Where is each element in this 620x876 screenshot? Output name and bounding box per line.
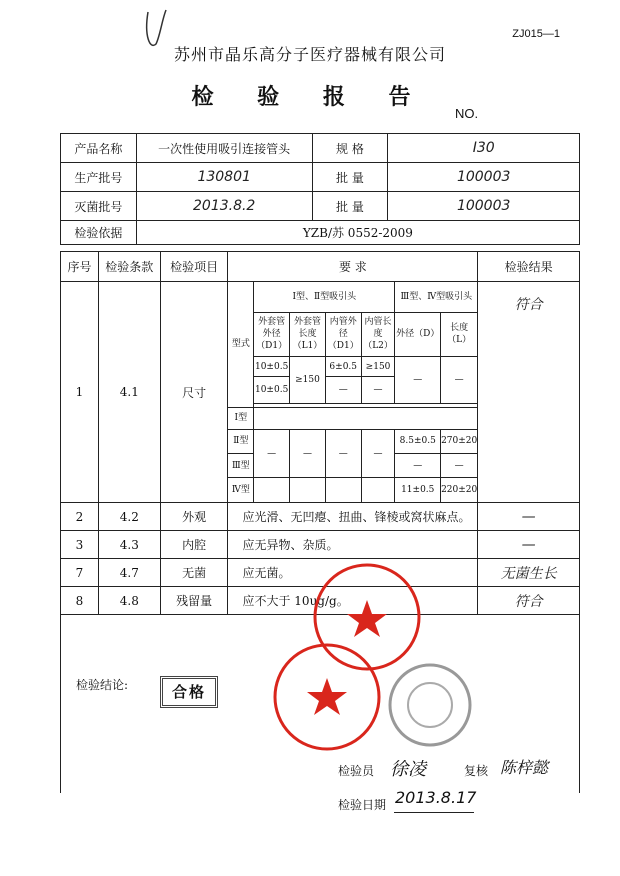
- inspector-signature: 徐凌: [390, 759, 426, 780]
- inspection-date: 2013.8.17: [395, 788, 477, 807]
- company-name: 苏州市晶乐高分子医疗器械有限公司: [173, 45, 446, 64]
- spec-label: 规 格: [312, 134, 388, 163]
- r2-d1: 10±0.5: [254, 377, 290, 403]
- t3-l-dash: —: [441, 454, 478, 478]
- inspector-label: 检验员: [338, 764, 375, 778]
- row4-result: 无菌生长: [478, 559, 580, 587]
- r1-d-dash: —: [395, 357, 441, 403]
- r2-l2-dash: —: [361, 377, 395, 403]
- row5-seq: 8: [61, 587, 99, 615]
- row3-requirement: 应无异物、杂质。: [228, 531, 478, 559]
- head-l: 长度（L）: [441, 312, 478, 356]
- row2-clause: 4.2: [98, 503, 160, 531]
- steril-batch-label: 灭菌批号: [61, 192, 137, 221]
- row4-requirement: 应无菌。: [228, 559, 478, 587]
- col-clause: 检验条款: [98, 252, 160, 282]
- r1-d1b: 6±0.5: [325, 357, 361, 377]
- group-34-label: Ⅲ型、Ⅳ型吸引头: [395, 282, 477, 312]
- conclusion-stamp: 合格: [160, 676, 218, 708]
- steril-batch-value: 2013.8.2: [136, 192, 312, 221]
- r1-l2: ≥150: [361, 357, 395, 377]
- row2-seq: 2: [61, 503, 99, 531]
- row5-result: 符合: [478, 587, 580, 615]
- row3-seq: 3: [61, 531, 99, 559]
- batch-value: 130801: [136, 163, 312, 192]
- head-l2: 内管长度（L2）: [361, 312, 395, 356]
- dimension-subtable: [228, 282, 477, 502]
- row1-item: 尺寸: [160, 282, 228, 503]
- row2-result: —: [478, 503, 580, 531]
- type-2-label: Ⅱ型: [228, 429, 253, 453]
- row3-result: —: [478, 531, 580, 559]
- qty-value: 100003: [388, 163, 580, 192]
- product-name-label: 产品名称: [61, 134, 137, 163]
- row5-requirement: 应不大于 10ug/g。: [228, 587, 478, 615]
- row2-item: 外观: [160, 503, 228, 531]
- t23-d1b-dash: —: [325, 429, 361, 477]
- date-label: 检验日期: [338, 798, 387, 812]
- r2-d1b-dash: —: [325, 377, 361, 403]
- t3-d-dash: —: [395, 454, 441, 478]
- row5-clause: 4.8: [98, 587, 160, 615]
- r1-l1: ≥150: [290, 357, 326, 403]
- r1-l-dash: —: [441, 357, 478, 403]
- report-title: 检 验 报 告: [191, 84, 429, 110]
- document-id: ZJ015—1: [512, 28, 560, 40]
- gray-stamp-icon: [385, 660, 475, 750]
- qty2-value: 100003: [388, 192, 580, 221]
- row1-clause: 4.1: [98, 282, 160, 503]
- col-result: 检验结果: [478, 252, 580, 282]
- basis-value: YZB/苏 0552-2009: [136, 221, 579, 245]
- qty2-label: 批 量: [312, 192, 388, 221]
- head-d1: 外套管外径（D1）: [254, 312, 290, 356]
- head-d1b: 内管外径（D1）: [325, 312, 361, 356]
- dimension-subtable-cell: [228, 282, 478, 503]
- t23-l1-dash: —: [290, 429, 326, 477]
- row4-clause: 4.7: [98, 559, 160, 587]
- row3-item: 内腔: [160, 531, 228, 559]
- spec-value: I30: [388, 134, 580, 163]
- t4-d: 11±0.5: [395, 478, 441, 502]
- t23-l2-dash: —: [361, 429, 395, 477]
- t4-l: 220±20: [441, 478, 478, 502]
- head-d: 外径（D）: [395, 312, 441, 356]
- group-12-label: Ⅰ型、Ⅱ型吸引头: [254, 282, 395, 312]
- basis-label: 检验依据: [61, 221, 137, 245]
- product-name: 一次性使用吸引连接管头: [136, 134, 312, 163]
- r1-d1: 10±0.5: [254, 357, 290, 377]
- row5-item: 残留量: [160, 587, 228, 615]
- row1-seq: 1: [61, 282, 99, 503]
- date-underline: [394, 812, 474, 813]
- type-3-label: Ⅲ型: [228, 454, 253, 478]
- col-requirement: 要 求: [228, 252, 478, 282]
- report-number-label: NO.: [455, 106, 479, 121]
- reviewer-label: 复核: [464, 764, 489, 778]
- row2-requirement: 应光滑、无凹瘪、扭曲、锋棱或窝状麻点。: [228, 503, 478, 531]
- batch-label: 生产批号: [61, 163, 137, 192]
- row1-result: 符合: [478, 282, 580, 503]
- row3-clause: 4.3: [98, 531, 160, 559]
- row4-item: 无菌: [160, 559, 228, 587]
- conclusion-label: 检验结论:: [76, 678, 129, 692]
- col-item: 检验项目: [160, 252, 228, 282]
- col-seq: 序号: [61, 252, 99, 282]
- info-table: [60, 133, 580, 245]
- t2-l: 270±20: [441, 429, 478, 453]
- type-1-label: Ⅰ型: [228, 407, 253, 429]
- reviewer-signature: 陈梓懿: [500, 758, 549, 777]
- head-l1: 外套管长度（L1）: [290, 312, 326, 356]
- type-label: 型式: [228, 282, 253, 407]
- t2-d: 8.5±0.5: [395, 429, 441, 453]
- t23-d1-dash: —: [254, 429, 290, 477]
- row4-seq: 7: [61, 559, 99, 587]
- qty-label: 批 量: [312, 163, 388, 192]
- type-4-label: Ⅳ型: [228, 478, 253, 502]
- red-stamp-icon-2: [270, 640, 385, 755]
